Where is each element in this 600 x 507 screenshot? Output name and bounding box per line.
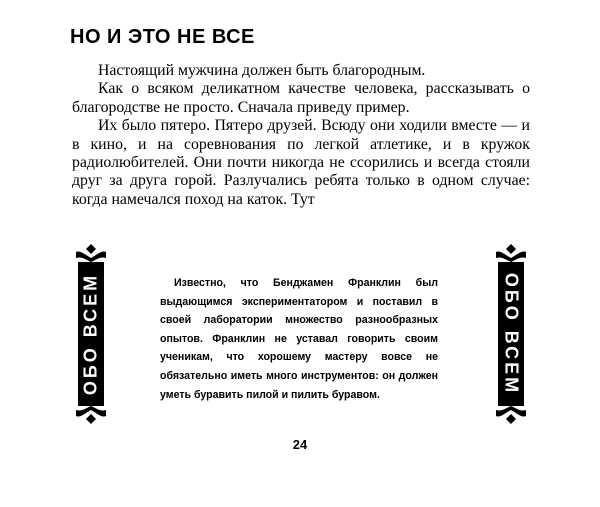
body-paragraph: Как о всяком деликатном качестве человека, рассказывать о благородстве не просто. Сначала приведу пример. xyxy=(72,80,530,116)
side-tab-label: ОБО ВСЕМ xyxy=(501,272,522,396)
body-paragraph: Настоящий мужчина должен быть благородным. xyxy=(98,62,426,79)
side-tab-label: ОБО ВСЕМ xyxy=(80,272,101,396)
page-number: 24 xyxy=(292,437,308,452)
body-paragraph: Их было пятеро. Пятеро друзей. Всюду они ходили вместе — и в кино, и на соревнования по легкой атлетике, и в кружок радиолюбителей. Они почти никогда не ссорились и всегда стояли друг за друга горой. Разлучались ребята только в одном случае: когда намечался поход на каток. Тут xyxy=(72,117,530,208)
body-text xyxy=(72,62,530,209)
side-tab-right xyxy=(492,244,530,424)
sidebar-note: Известно, что Бенджамен Франклин был выдающимся экспериментатором и поставил в своей лаборатории множество разнообразных опытов. Франклин не уставал говорить своим ученикам, что хорошему мастеру вовсе не обязательно иметь много инструментов: он должен уметь буравить пилой и пилить буравом. xyxy=(160,277,438,401)
side-tab-left xyxy=(72,244,110,424)
chapter-heading: НО И ЭТО НЕ ВСЕ xyxy=(70,26,255,48)
